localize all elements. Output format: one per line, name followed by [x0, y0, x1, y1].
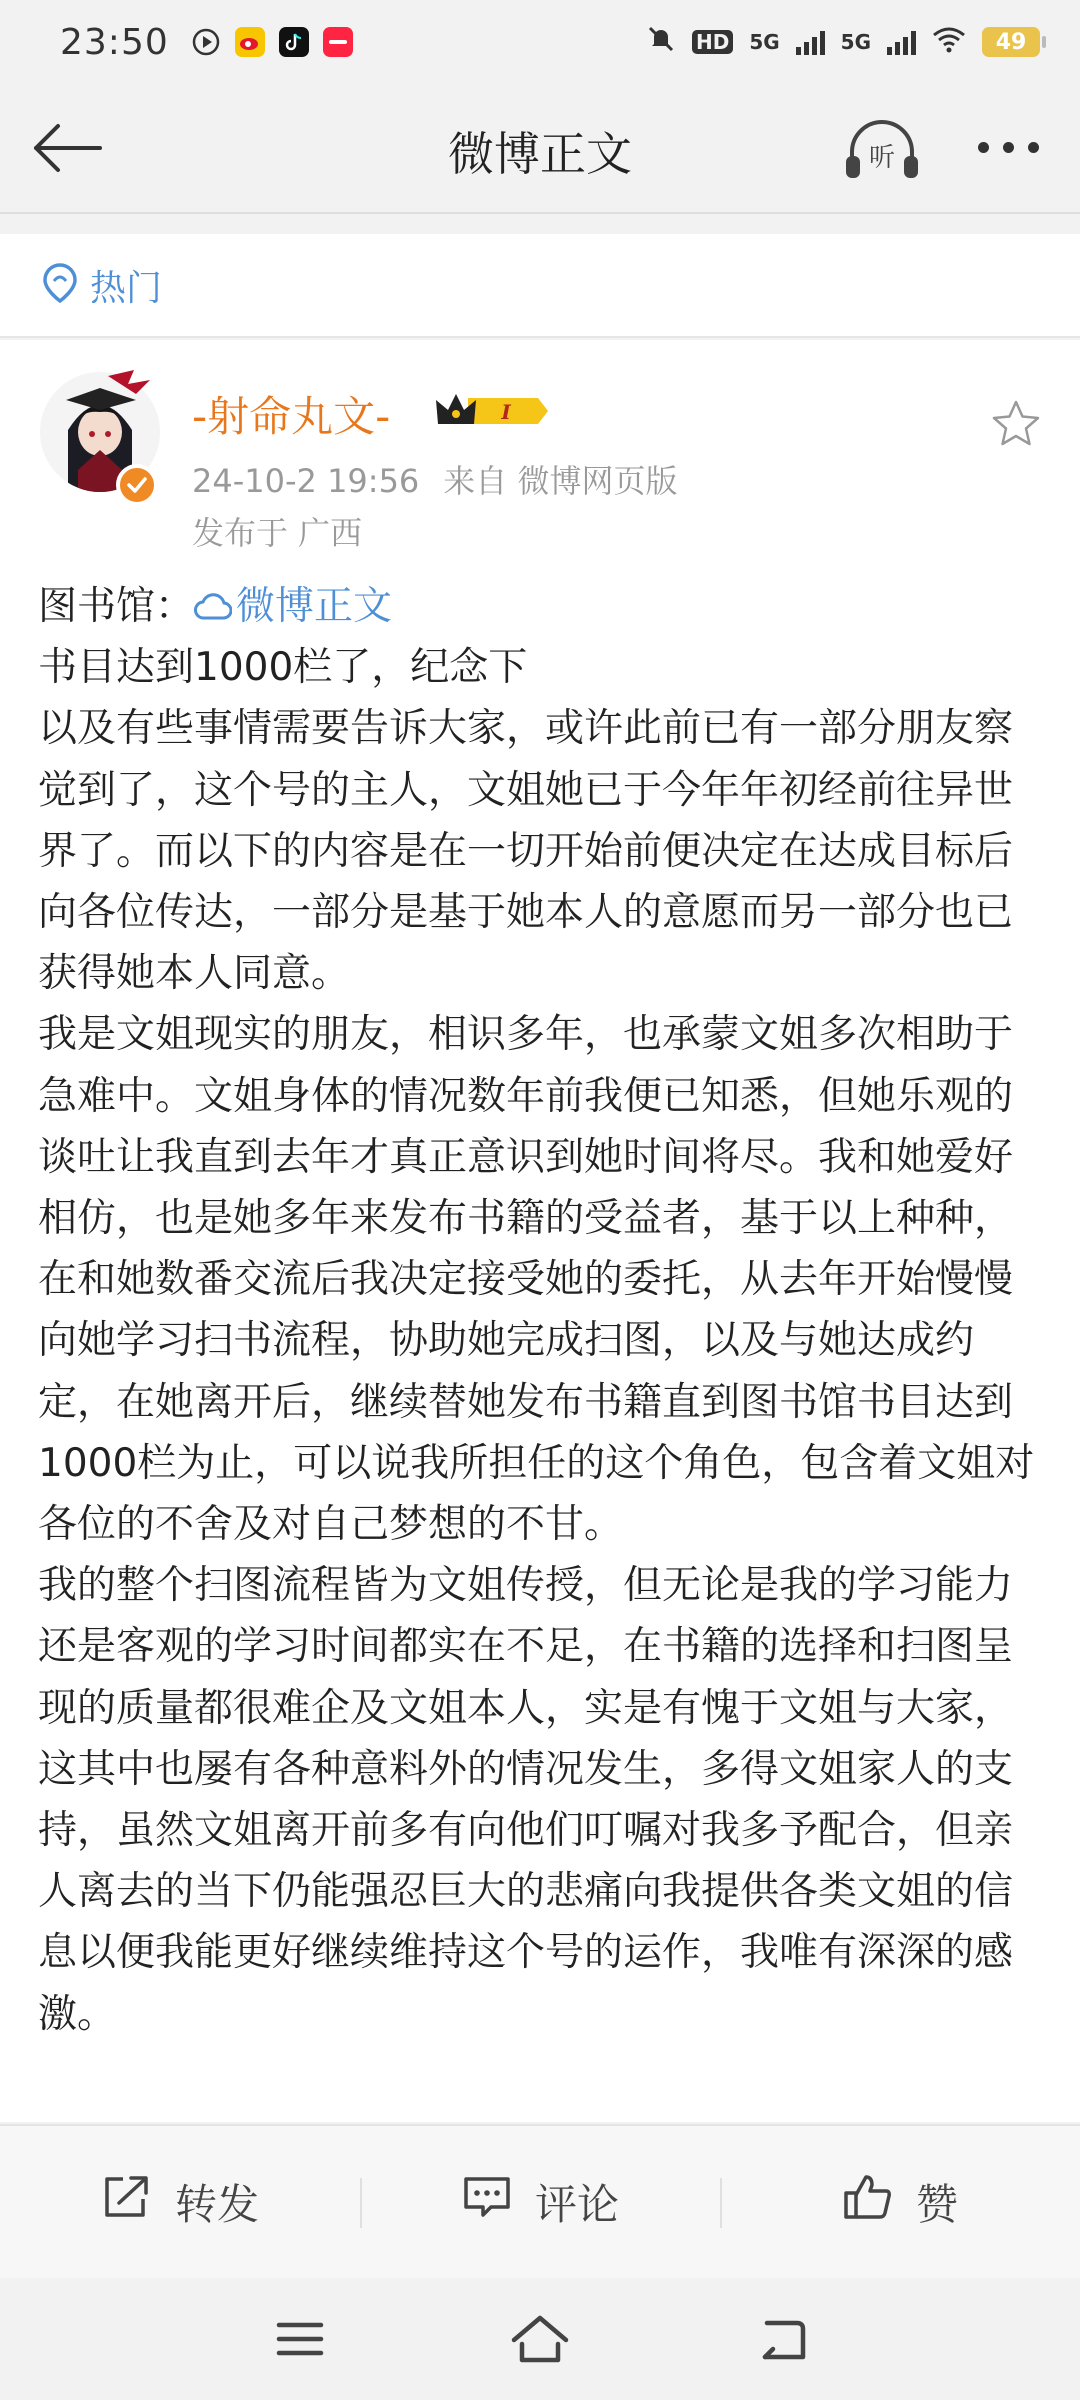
username[interactable]: -射命丸文- — [192, 392, 391, 441]
weibo-app-icon — [235, 27, 265, 57]
topic-link-label: 微博正文 — [236, 584, 393, 629]
signal-icon — [887, 29, 916, 55]
comment-label: 评论 — [534, 2180, 619, 2229]
verified-badge-icon — [116, 464, 158, 506]
favorite-star-icon[interactable] — [990, 398, 1042, 450]
like-label: 赞 — [915, 2180, 958, 2229]
post-location: 发布于 广西 — [192, 514, 363, 552]
back-return-icon[interactable] — [745, 2304, 815, 2374]
vip-level: I — [501, 400, 511, 424]
status-time: 23:50 — [60, 21, 169, 63]
more-options-icon[interactable] — [978, 142, 1048, 162]
play-icon — [191, 27, 221, 57]
repost-label: 转发 — [174, 2180, 259, 2229]
cloud-link-icon — [194, 592, 232, 622]
page-title: 微博正文 — [448, 127, 632, 181]
home-icon[interactable] — [505, 2304, 575, 2374]
tiktok-app-icon — [279, 27, 309, 57]
comment-button[interactable] — [360, 2126, 720, 2278]
post-action-bar — [0, 2124, 1080, 2278]
top-nav-bar — [0, 84, 1080, 214]
network-label-2: 5G — [840, 30, 871, 54]
post-paragraph: 书目达到1000栏了，纪念下 — [38, 645, 528, 691]
topic-link[interactable] — [194, 576, 392, 637]
recent-apps-menu-icon[interactable] — [265, 2304, 335, 2374]
signal-icon — [796, 29, 825, 55]
status-bar — [0, 0, 1080, 84]
listen-label: 听 — [868, 143, 896, 173]
post-paragraph: 我的整个扫图流程皆为文姐传授，但无论是我的学习能力还是客观的学习时间都实在不足，在书籍的选择和扫图呈现的质量都很难企及文姐本人，实是有愧于文姐与大家，这其中也屡有各种意料外的情况发生，多得文姐家人的支持，虽然文姐离开前多有向他们叮嘱对我多予配合，但亲人离去的当下仍能强忍巨大的悲痛向我提供各类文姐的信息以便我能更好继续维持这个号的运作，我唯有深深的感激。 — [38, 1563, 1014, 2037]
post-timestamp: 24-10-2 19:56 — [192, 462, 420, 500]
status-app-icons — [191, 27, 353, 57]
listen-headphones-icon[interactable] — [842, 118, 922, 184]
xiaohongshu-app-icon — [323, 27, 353, 57]
hd-badge: HD — [692, 30, 733, 54]
post-paragraph: 我是文姐现实的朋友，相识多年，也承蒙文姐多次相助于急难中。文姐身体的情况数年前我便已知悉，但她乐观的谈吐让我直到去年才真正意识到她时间将尽。我和她爱好相仿，也是她多年来发布书籍的受益者，基于以上种种，在和她数番交流后我决定接受她的委托，从去年开始慢慢向她学习扫书流程，协助她完成扫图，以及与她达成约定，在她离开后，继续替她发布书籍直到图书馆书目达到1000栏为止，可以说我所担任的这个角色，包含着文姐对各位的不舍及对自己梦想的不甘。 — [38, 1012, 1035, 1548]
post-body — [38, 576, 1048, 2045]
post-bottom-edge — [0, 2110, 1080, 2122]
library-line — [38, 576, 1048, 637]
like-button[interactable] — [720, 2126, 1080, 2278]
post-paragraph: 以及有些事情需要告诉大家，或许此前已有一部分朋友察觉到了，这个号的主人，文姐她已于今年年初经前往异世界了。而以下的内容是在一切开始前便决定在达成目标后向各位传达，一部分是基于她本人的意愿而另一部分也已获得她本人同意。 — [38, 706, 1014, 997]
network-label-1: 5G — [749, 30, 780, 54]
post-source: 来自 微博网页版 — [443, 462, 678, 500]
thumbs-up-icon — [842, 2173, 894, 2231]
repost-icon — [101, 2173, 153, 2231]
repost-button[interactable] — [0, 2126, 360, 2278]
hot-tag-bar[interactable] — [0, 234, 1080, 338]
weibo-post — [0, 340, 1080, 2122]
library-prefix: 图书馆： — [38, 584, 195, 629]
wifi-icon — [932, 25, 966, 59]
status-indicators — [646, 24, 1040, 60]
mute-icon — [646, 24, 676, 60]
vip-crown-badge-icon[interactable] — [434, 388, 550, 434]
system-navigation-bar — [0, 2278, 1080, 2400]
hot-label: 热门 — [90, 267, 163, 309]
comment-icon — [461, 2173, 513, 2231]
post-meta — [192, 456, 677, 502]
hot-location-icon — [40, 261, 80, 309]
battery-icon: 49 — [982, 27, 1040, 57]
